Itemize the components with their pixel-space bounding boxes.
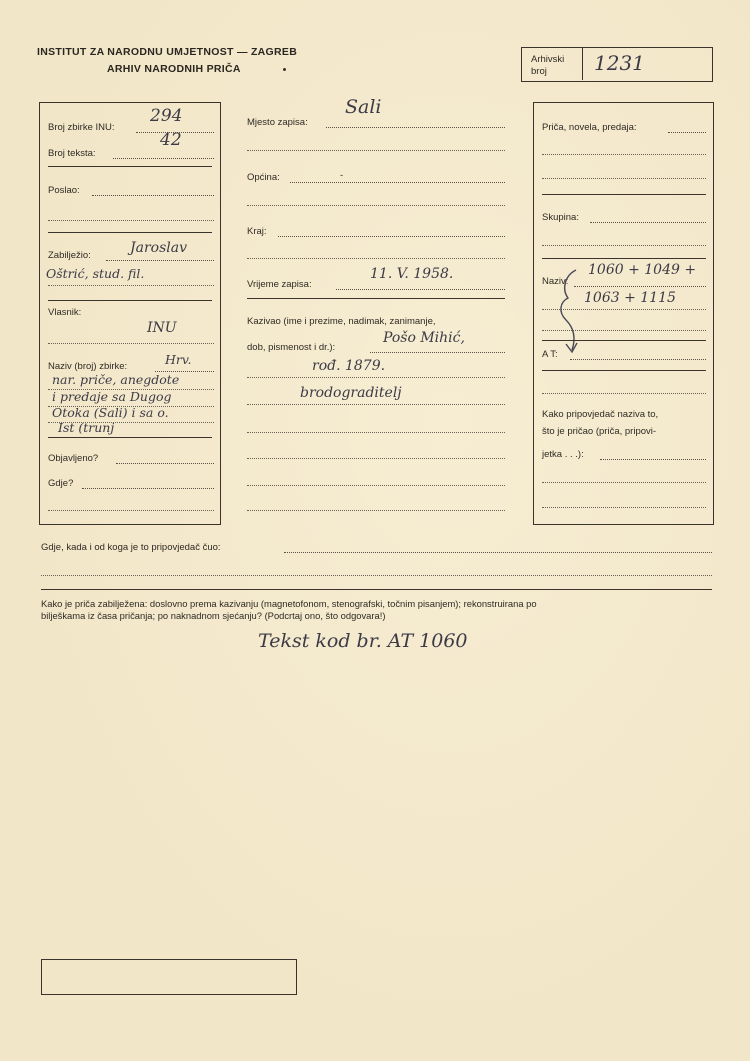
- vrijeme-line: [336, 289, 505, 290]
- at-line: [570, 359, 706, 360]
- vlasnik-value: INU: [147, 320, 177, 336]
- opcina-label: Općina:: [247, 172, 280, 183]
- vlasnik-label: Vlasnik:: [48, 307, 82, 318]
- mjesto-label: Mjesto zapisa:: [247, 117, 308, 128]
- prica-line: [668, 132, 706, 133]
- gdje-line: [82, 488, 214, 489]
- broj-teksta-label: Broj teksta:: [48, 148, 96, 159]
- kraj-line: [278, 236, 505, 237]
- gdje-kada-line-2: [41, 575, 712, 576]
- objavljeno-line: [116, 463, 214, 464]
- left-rule-4: [48, 437, 212, 438]
- objavljeno-label: Objavljeno?: [48, 453, 99, 464]
- institute-title: INSTITUT ZA NARODNU UMJETNOST — ZAGREB: [37, 46, 298, 58]
- prica-line-2: [542, 154, 706, 155]
- kako-label-3: jetka . . .):: [542, 449, 584, 460]
- kazivao-label-1: Kazivao (ime i prezime, nadimak, zanimanje,: [247, 316, 436, 327]
- kraj-line-2: [247, 258, 505, 259]
- kazivao-value-2: rođ. 1879.: [312, 358, 386, 374]
- gdje-kada-line-1: [284, 552, 712, 553]
- kazivao-line-7: [247, 510, 505, 511]
- at-line-2: [542, 393, 706, 394]
- zabiljezio-value-2: Oštrić, stud. fil.: [46, 266, 145, 281]
- gdje-kada-label: Gdje, kada i od koga je to pripovjedač čuo:: [41, 542, 221, 553]
- kako-line-2: [542, 482, 706, 483]
- kako-label-1: Kako pripovjedač naziva to,: [542, 409, 659, 420]
- naziv-value-1: 1060 + 1049 +: [588, 262, 697, 278]
- kazivao-line-1: [370, 352, 505, 353]
- kraj-label: Kraj:: [247, 226, 267, 237]
- opcina-value: -: [340, 170, 344, 181]
- vrijeme-label: Vrijeme zapisa:: [247, 279, 312, 290]
- gdje-line-2: [48, 510, 214, 511]
- naziv-line-1: [574, 286, 706, 287]
- archive-number-value: 1231: [594, 51, 645, 75]
- mjesto-value: Sali: [345, 96, 382, 118]
- zabiljezio-label: Zabilježio:: [48, 250, 91, 261]
- broj-teksta-line: [113, 158, 214, 159]
- left-rule-1: [48, 166, 212, 167]
- skupina-label: Skupina:: [542, 212, 579, 223]
- mjesto-line: [326, 127, 505, 128]
- naziv-zbirke-value-5: Ist (trunj: [58, 420, 115, 435]
- kazivao-line-4: [247, 432, 505, 433]
- naziv-zbirke-value-3: i predaje sa Dugog: [52, 389, 172, 404]
- kazivao-line-5: [247, 458, 505, 459]
- opcina-line: [290, 182, 505, 183]
- handwritten-bracket-arrow-icon: [546, 268, 592, 360]
- archive-title: ARHIV NARODNIH PRIČA: [107, 63, 241, 75]
- kako-line-3: [542, 507, 706, 508]
- gdje-label: Gdje?: [48, 478, 74, 489]
- naziv-value-2: 1063 + 1115: [584, 290, 676, 306]
- at-label: A T:: [542, 349, 558, 360]
- kazivao-label-2: dob, pismenost i dr.):: [247, 342, 336, 353]
- broj-zbirke-value: 294: [150, 106, 183, 126]
- vrijeme-value: 11. V. 1958.: [370, 266, 454, 282]
- broj-zbirke-label: Broj zbirke INU:: [48, 122, 115, 133]
- middle-rule-1: [247, 298, 505, 299]
- poslao-line-2: [48, 220, 214, 221]
- poslao-label: Poslao:: [48, 185, 80, 196]
- header-dot: [283, 68, 286, 71]
- naziv-zbirke-value-1: Hrv.: [165, 352, 192, 367]
- naziv-line-3: [542, 330, 706, 331]
- zabiljezio-value-1: Jaroslav: [130, 240, 187, 256]
- skupina-line-2: [542, 245, 706, 246]
- kako-zabiljezena-2: bilješkama iz časa pričanja; po naknadnom sjećanju? (Podcrtaj ono, što odgovara!): [41, 610, 386, 621]
- kazivao-line-3: [247, 404, 505, 405]
- broj-teksta-value: 42: [160, 130, 182, 150]
- bottom-empty-box: [41, 959, 297, 995]
- prica-label: Priča, novela, predaja:: [542, 122, 637, 133]
- vlasnik-line: [48, 343, 214, 344]
- mjesto-line-2: [247, 150, 505, 151]
- right-rule-3: [542, 340, 706, 341]
- zabiljezio-line-2: [48, 285, 214, 286]
- handwritten-note: Tekst kod br. AT 1060: [258, 630, 468, 652]
- left-rule-3: [48, 300, 212, 301]
- right-rule-2: [542, 258, 706, 259]
- naziv-zbirke-label: Naziv (broj) zbirke:: [48, 361, 128, 372]
- kako-line-1: [600, 459, 706, 460]
- naziv-zbirke-value-4: Otoka (Sali) i sa o.: [52, 405, 169, 420]
- bottom-rule-1: [41, 589, 712, 590]
- skupina-line: [590, 222, 706, 223]
- right-rule-4: [542, 370, 706, 371]
- archive-number-divider: [582, 48, 583, 80]
- poslao-line: [92, 195, 214, 196]
- kazivao-line-2: [247, 377, 505, 378]
- right-rule-1: [542, 194, 706, 195]
- opcina-line-2: [247, 205, 505, 206]
- left-rule-2: [48, 232, 212, 233]
- archive-number-box: [521, 47, 713, 82]
- zabiljezio-line: [106, 260, 214, 261]
- prica-line-3: [542, 178, 706, 179]
- kako-label-2: što je pričao (priča, pripovi-: [542, 426, 657, 437]
- kazivao-line-6: [247, 485, 505, 486]
- archive-number-label: Arhivski broj: [531, 54, 565, 77]
- naziv-zbirke-value-2: nar. priče, anegdote: [52, 372, 180, 387]
- naziv-label: Naziv:: [542, 276, 569, 287]
- kako-zabiljezena-1: Kako je priča zabilježena: doslovno prema kazivanju (magnetofonom, stenografski, točnim pisanjem); rekonstruirana po: [41, 598, 537, 609]
- kazivao-value-1: Pošo Mihić,: [383, 330, 465, 346]
- kazivao-value-3: brodograditelj: [300, 385, 402, 401]
